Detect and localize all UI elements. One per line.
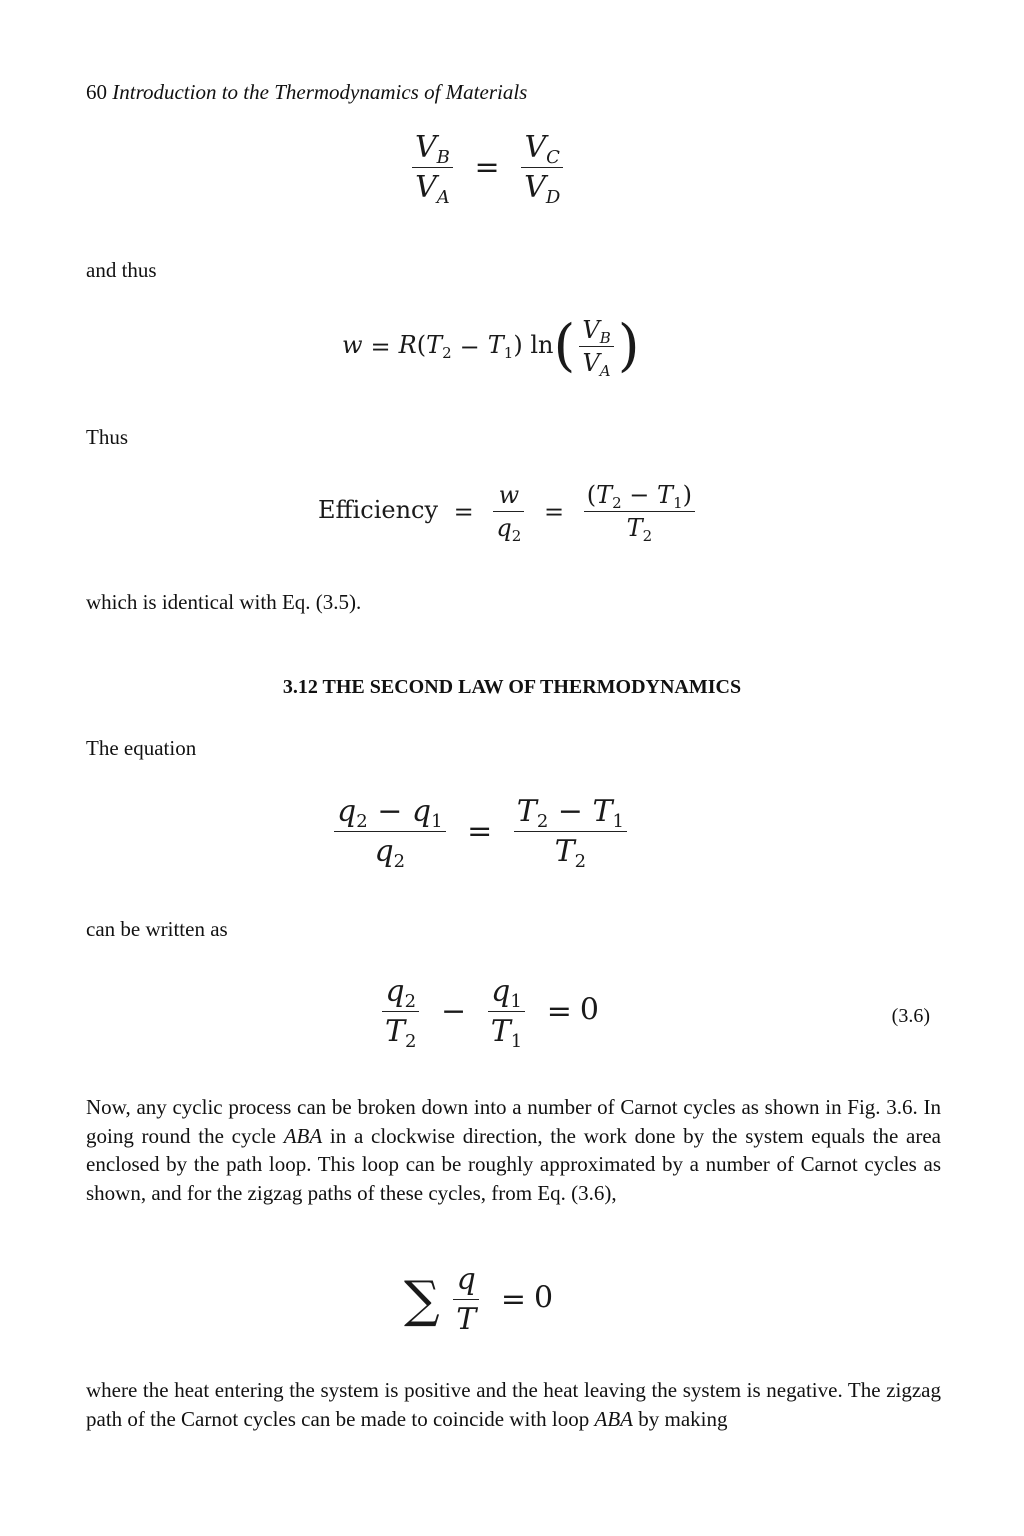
book-title: Introduction to the Thermodynamics of Materials xyxy=(112,80,528,104)
paragraph-text: where the heat entering the system is positive and the heat leaving the system is negative. The zigzag path of the Carnot cycles can be made to coincide with loop xyxy=(86,1378,941,1431)
equation-efficiency: Efficiency = $\frac{w}{q_2}$ = $\frac{(T_2 - T_1)}{T_2}$ xyxy=(318,481,699,542)
equation-3-6: $\frac{q_2}{T_2}$ − $\frac{q_1}{T_1}$ = 0 xyxy=(378,974,599,1049)
equation-number: (3.6) xyxy=(891,1005,930,1027)
text-and-thus: and thus xyxy=(86,258,157,282)
paragraph-text: Now, any cyclic process can be broken down into a number of Carnot cycles as shown in Fig. 3.6. In going round the cycle xyxy=(86,1095,941,1148)
zero-value: 0 xyxy=(533,1280,554,1316)
paragraph-text: in a clockwise direction, the work done by the system equals the area enclosed by the path loop. This loop can be roughly approximated by a number of Carnot cycles as shown, and for the zigzag paths of these cycles, from Eq. (3.6), xyxy=(86,1123,941,1205)
loop-label: ABA xyxy=(594,1406,633,1431)
cycle-label: ABA xyxy=(283,1123,323,1148)
equation-work: $w = R(T_2 - T_1)$ ln( $\frac{V_B}{V_A}$ ) xyxy=(342,313,640,380)
text-written-as: can be written as xyxy=(86,917,228,941)
paragraph-text: by making xyxy=(633,1406,728,1431)
text-identical-with: which is identical with Eq. (3.5). xyxy=(86,590,362,614)
section-heading: 3.12 THE SECOND LAW OF THERMODYNAMICS xyxy=(282,676,742,698)
equation-volume-ratio: $\frac{V_B}{V_A}$ = $\frac{V_C}{V_D}$ xyxy=(408,130,567,205)
zero-value: 0 xyxy=(579,992,599,1028)
page-number: 60 xyxy=(86,80,107,104)
text-thus: Thus xyxy=(86,425,128,449)
efficiency-label: Efficiency xyxy=(318,496,439,524)
ln-label: ln xyxy=(530,331,554,359)
equation-sum: ∑ $\frac{q}{T}$ = 0 xyxy=(404,1262,554,1337)
equation-heat-ratio: $\frac{q_2 - q_1}{q_2}$ = $\frac{T_2 - T_1}{T_2}$ xyxy=(330,794,631,869)
paragraph-cyclic-process xyxy=(86,1093,941,1207)
running-header xyxy=(86,80,527,105)
paragraph-heat-sign xyxy=(86,1376,941,1433)
text-the-equation: The equation xyxy=(86,736,197,760)
